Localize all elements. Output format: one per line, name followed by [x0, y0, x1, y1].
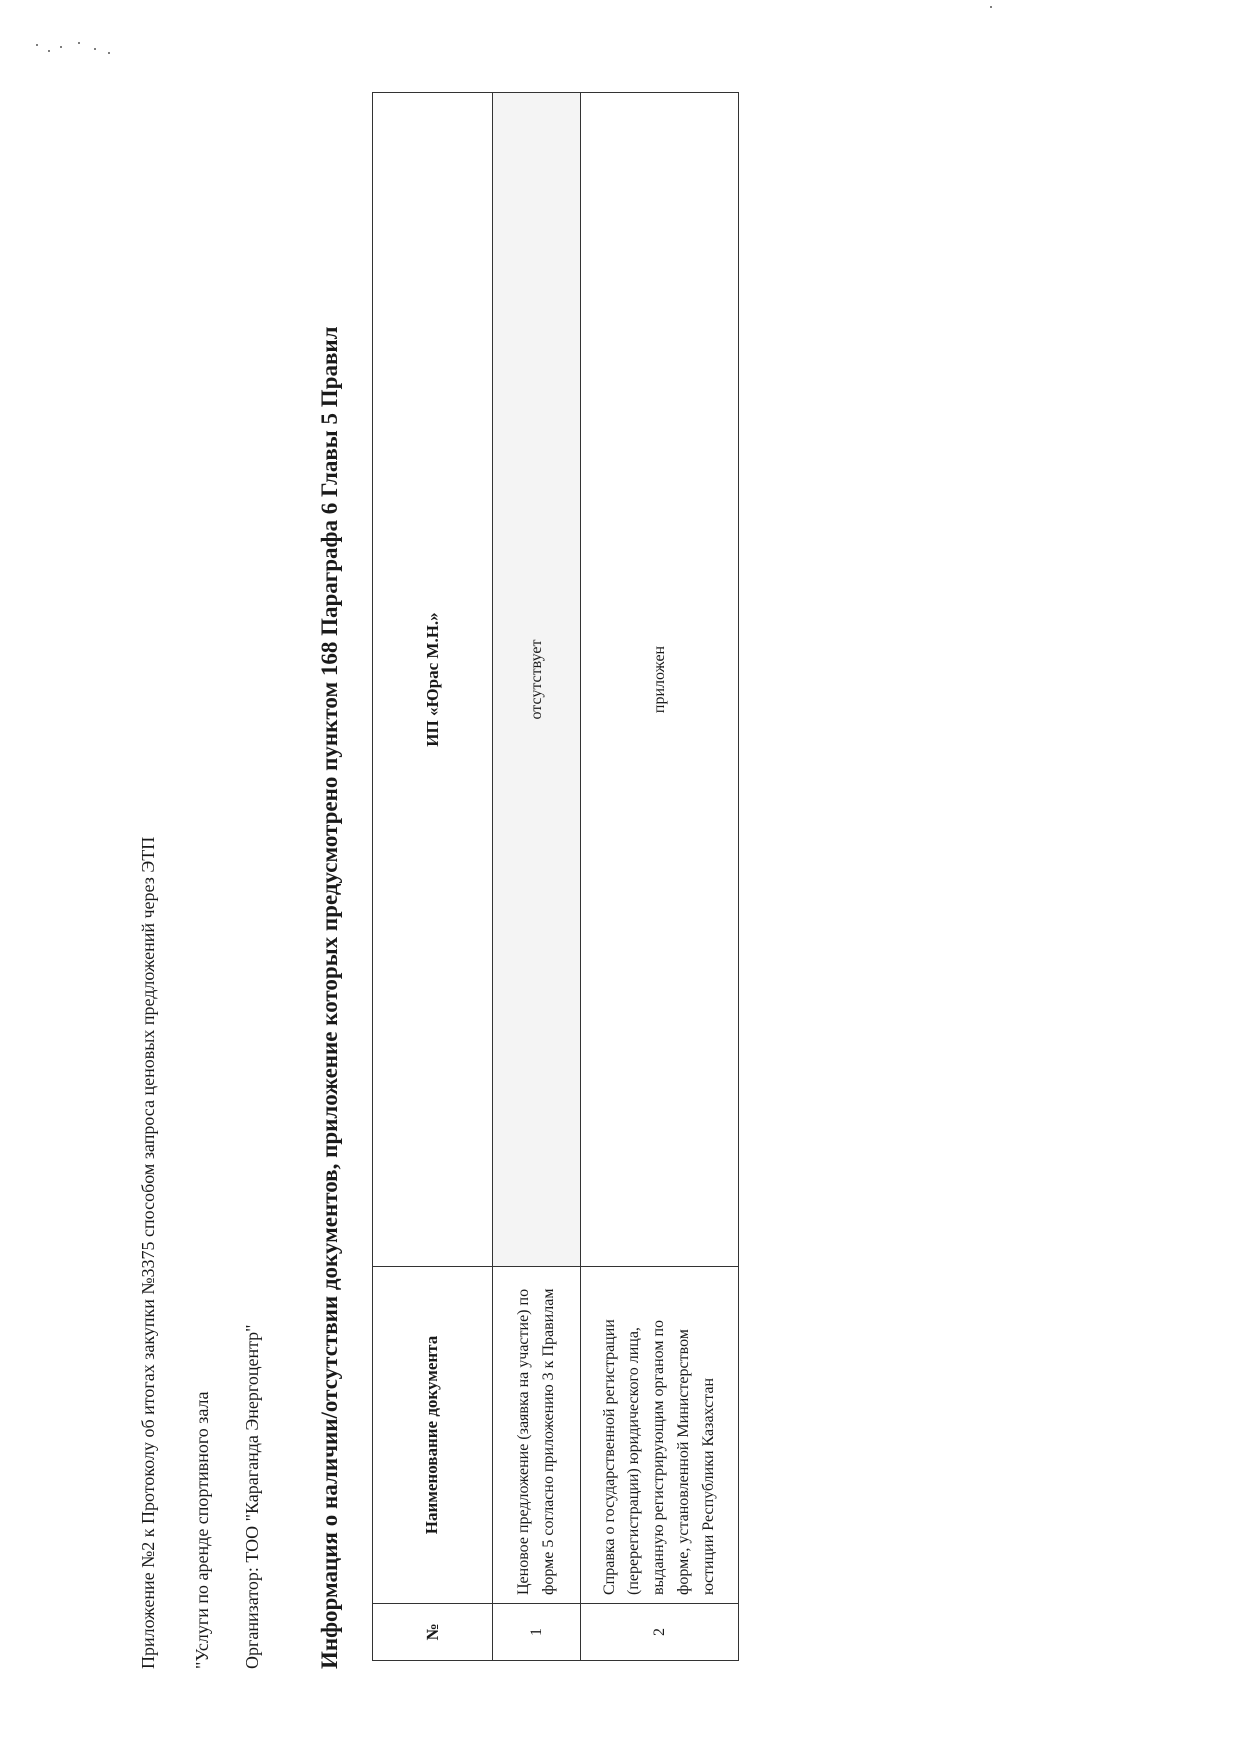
header-supplier: ИП «Юрас М.Н.» [373, 93, 493, 1267]
scan-speck [94, 48, 96, 50]
service-line: "Услуги по аренде спортивного зала [192, 1391, 212, 1669]
appendix-line: Приложение №2 к Протоколу об итогах закупки №3375 способом запроса ценовых предложений через ЭТП [138, 836, 158, 1669]
document-title: Информация о наличии/отсутствии документов, приложение которых предусмотрено пунктом 168 Параграфа 6 Главы 5 Правил [317, 326, 342, 1669]
table-row [493, 93, 581, 1661]
header-document-name: Наименование документа [373, 1267, 493, 1604]
row-document-name: Ценовое предложение (заявка на участие) по форме 5 согласно приложению 3 к Правилам [493, 1267, 581, 1604]
row-number: 1 [493, 1604, 581, 1661]
table-header-row [373, 93, 493, 1661]
scan-speck [108, 52, 110, 54]
row-status: приложен [581, 93, 739, 1267]
row-status: отсутствует [493, 93, 581, 1267]
row-document-name: Справка о государственной регистрации (перерегистрации) юридического лица, выданную регистрирующим органом по форме, установленной Министерством юстиции Республики Казахстан [581, 1267, 739, 1604]
scan-speck [78, 42, 80, 44]
table-row [581, 93, 739, 1661]
scan-speck [990, 6, 992, 8]
scan-speck [60, 46, 62, 48]
documents-table [372, 92, 739, 1661]
header-number: № [373, 1604, 493, 1661]
scan-speck [36, 44, 38, 46]
row-number: 2 [581, 1604, 739, 1661]
scan-speck [48, 50, 50, 52]
organizer-line: Организатор: ТОО "Караганда Энергоцентр" [242, 1324, 262, 1669]
